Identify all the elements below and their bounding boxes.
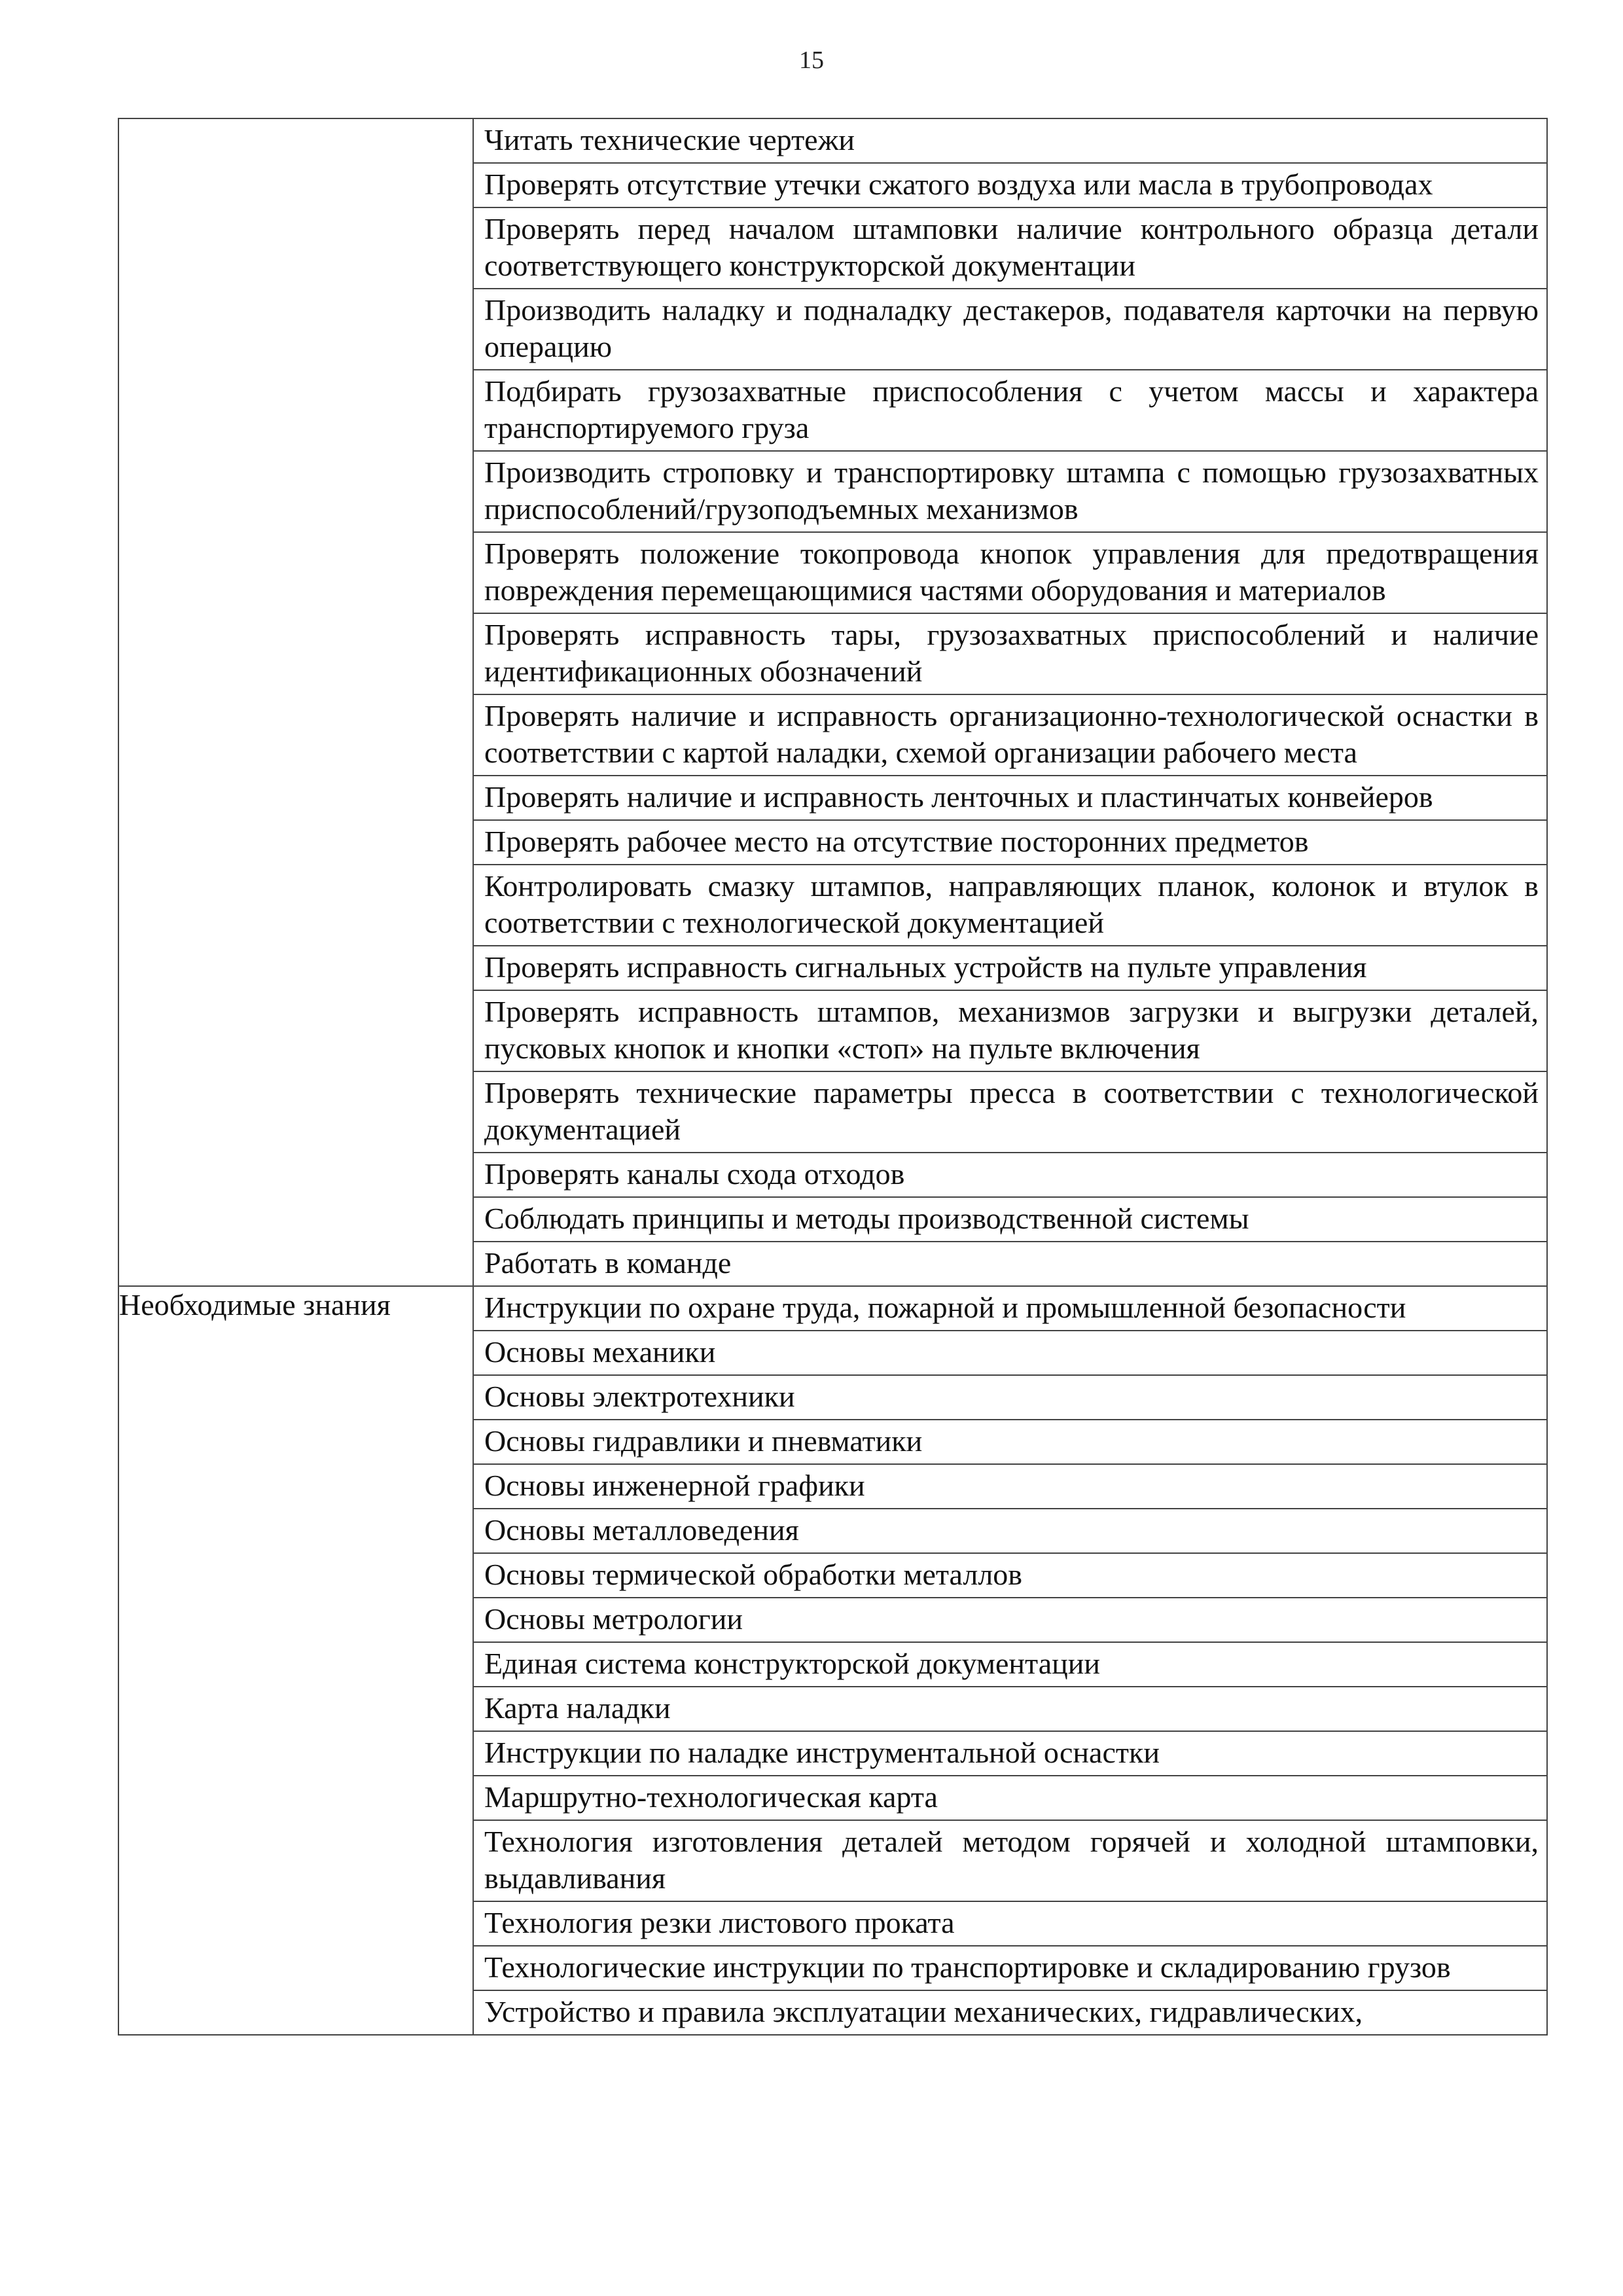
knowledge-item: Карта наладки	[474, 1687, 1546, 1732]
knowledge-item: Основы гидравлики и пневматики	[474, 1420, 1546, 1465]
knowledge-item: Технология резки листового проката	[474, 1902, 1546, 1946]
skill-item: Читать технические чертежи	[474, 119, 1546, 164]
skill-item: Проверять каналы схода отходов	[474, 1153, 1546, 1198]
knowledge-item: Основы электротехники	[474, 1376, 1546, 1420]
skill-item: Подбирать грузозахватные приспособления с учетом массы и характера транспортируемого груза	[474, 370, 1546, 452]
knowledge-item: Основы механики	[474, 1331, 1546, 1376]
knowledge-items-cell	[473, 1286, 1547, 2035]
skill-item: Проверять исправность штампов, механизмов загрузки и выгрузки деталей, пусковых кнопок и кнопки «стоп» на пульте включения	[474, 991, 1546, 1072]
skill-item: Проверять наличие и исправность ленточных и пластинчатых конвейеров	[474, 776, 1546, 821]
knowledge-item: Основы термической обработки металлов	[474, 1554, 1546, 1598]
knowledge-item: Основы метрологии	[474, 1598, 1546, 1643]
skill-item: Работать в команде	[484, 1246, 732, 1280]
skill-item: Проверять перед началом штамповки наличие контрольного образца детали соответствующего конструкторской документации	[474, 208, 1546, 289]
knowledge-item: Единая система конструкторской документации	[474, 1643, 1546, 1687]
knowledge-item: Основы инженерной графики	[474, 1465, 1546, 1509]
skill-item: Проверять отсутствие утечки сжатого воздуха или масла в трубопроводах	[474, 164, 1546, 208]
skills-row	[118, 118, 1547, 1286]
knowledge-item: Основы металловедения	[474, 1509, 1546, 1554]
knowledge-item: Технологические инструкции по транспортировке и складированию грузов	[474, 1946, 1546, 1991]
skills-label-cell	[118, 118, 473, 1286]
knowledge-item: Инструкции по охране труда, пожарной и промышленной безопасности	[474, 1287, 1546, 1331]
skill-item: Соблюдать принципы и методы производственной системы	[474, 1198, 1546, 1242]
skill-item: Проверять исправность тары, грузозахватных приспособлений и наличие идентификационных обозначений	[474, 614, 1546, 695]
skill-item: Производить строповку и транспортировку штампа с помощью грузозахватных приспособлений/грузоподъемных механизмов	[474, 452, 1546, 533]
skill-item: Производить наладку и подналадку дестакеров, подавателя карточки на первую операцию	[474, 289, 1546, 370]
knowledge-item: Инструкции по наладке инструментальной оснастки	[474, 1732, 1546, 1776]
knowledge-item: Маршрутно-технологическая карта	[474, 1776, 1546, 1821]
skill-item: Проверять технические параметры пресса в соответствии с технологической документацией	[474, 1072, 1546, 1153]
knowledge-row	[118, 1286, 1547, 2035]
skill-item: Проверять рабочее место на отсутствие посторонних предметов	[474, 821, 1546, 865]
skill-item: Контролировать смазку штампов, направляющих планок, колонок и втулок в соответствии с технологической документацией	[474, 865, 1546, 946]
page-number: 15	[799, 46, 824, 74]
skill-item: Проверять исправность сигнальных устройств на пульте управления	[474, 946, 1546, 991]
skills-items-cell	[473, 118, 1547, 1286]
knowledge-label-cell: Необходимые знания	[118, 1286, 473, 2035]
skill-item: Проверять наличие и исправность организационно-технологической оснастки в соответствии с картой наладки, схемой организации рабочего места	[474, 695, 1546, 776]
competency-table	[118, 118, 1548, 2036]
knowledge-item: Технология изготовления деталей методом горячей и холодной штамповки, выдавливания	[474, 1821, 1546, 1902]
knowledge-item: Устройство и правила эксплуатации механических, гидравлических,	[484, 1995, 1363, 2028]
skill-item: Проверять положение токопровода кнопок управления для предотвращения повреждения перемещающимися частями оборудования и материалов	[474, 533, 1546, 614]
